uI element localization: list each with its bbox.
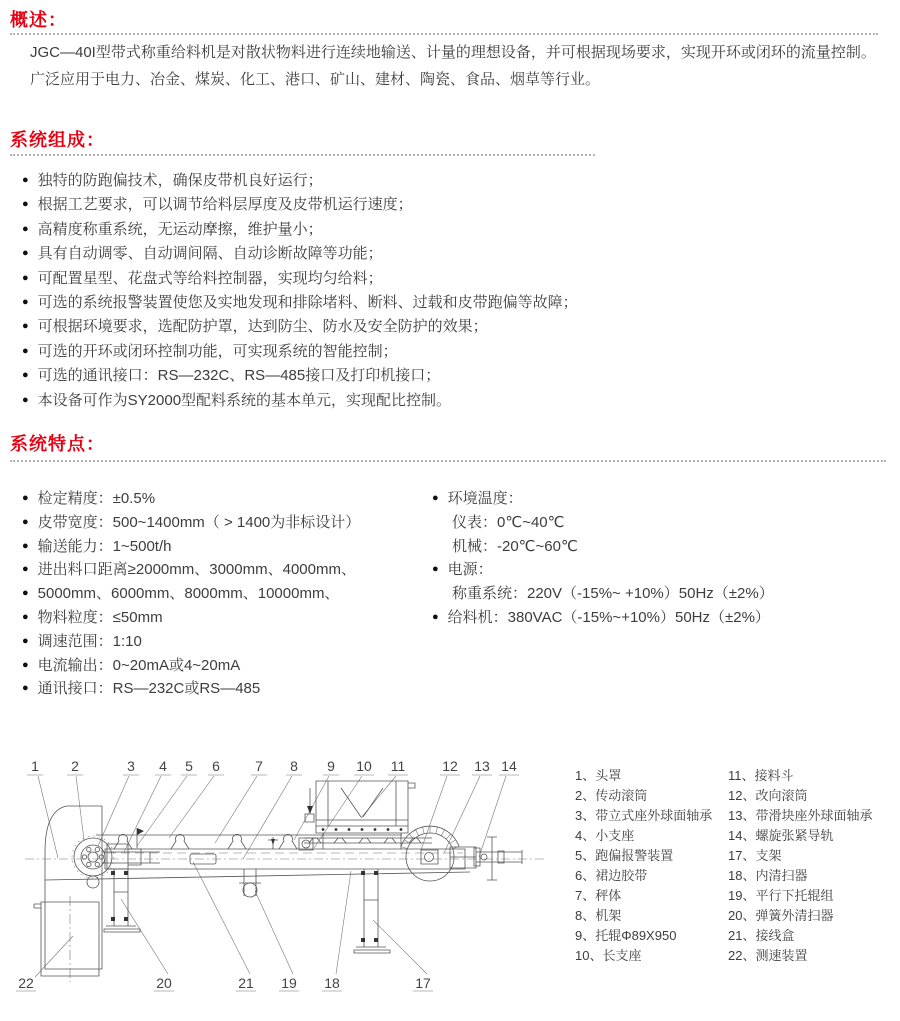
part-item: 5、跑偏报警装置	[575, 848, 674, 863]
callout-label: 9	[327, 758, 335, 774]
list-item: ● 独特的防跑偏技术，确保皮带机良好运行；	[22, 168, 578, 192]
machine-drawing-svg	[10, 750, 555, 1016]
divider-line	[10, 460, 886, 462]
callout-label: 13	[474, 758, 490, 774]
list-item: ● 可选的通讯接口：RS—232C、RS—485接口及打印机接口；	[22, 363, 578, 387]
head-cover	[45, 806, 102, 969]
leader-lines	[35, 776, 506, 977]
callout-label: 10	[356, 758, 372, 774]
drive-unit	[102, 828, 160, 869]
list-item: ● 可选的开环或闭环控制功能，可实现系统的智能控制；	[22, 339, 578, 363]
list-item: ● 具有自动调零、自动调间隔、自动诊断故障等功能；	[22, 241, 578, 265]
part-item: 4、小支座	[575, 828, 635, 843]
hanging-idler-bracket	[239, 869, 261, 897]
overview-line-1: JGC—40I型带式称重给料机是对散状物料进行连续地输送、计量的理想设备，并可根据现场要求，实现开环或闭环的流量控制。	[30, 44, 876, 61]
composition-list	[22, 168, 578, 412]
part-item: 6、裙边胶带	[575, 868, 648, 883]
spec-item: ● 电源：	[432, 558, 774, 582]
callout-label: 4	[159, 758, 167, 774]
list-item: ● 本设备可作为SY2000型配料系统的基本单元，实现配比控制。	[22, 388, 578, 412]
callout-label: 11	[390, 758, 406, 774]
spec-item: ● 物料粒度：≤50mm	[22, 606, 360, 630]
part-item: 19、平行下托辊组	[728, 888, 834, 903]
list-item: ● 根据工艺要求，可以调节给料层厚度及皮带机运行速度；	[22, 192, 578, 216]
callout-label: 17	[415, 975, 431, 991]
part-item: 2、传动滚筒	[575, 788, 648, 803]
part-item: 14、螺旋张紧导轨	[728, 828, 834, 843]
divider-line	[10, 154, 595, 156]
part-item: 1、头罩	[575, 768, 622, 783]
bottom-callout-labels	[18, 975, 431, 991]
part-item: 18、内清扫器	[728, 868, 808, 883]
part-item: 10、长支座	[575, 948, 642, 963]
right-support-legs	[354, 869, 390, 953]
part-item: 20、弹簧外清扫器	[728, 908, 834, 923]
callout-label: 1	[31, 758, 39, 774]
top-callout-labels	[31, 758, 517, 774]
spec-item: ● 皮带宽度：500~1400mm（ > 1400为非标设计）	[22, 511, 360, 535]
callout-label: 6	[212, 758, 220, 774]
callout-label: 2	[71, 758, 79, 774]
spec-item: ● 调速范围：1:10	[22, 630, 360, 654]
spec-item: ● 给料机：380VAC（-15%~+10%）50Hz（±2%）	[432, 606, 774, 630]
part-item: 8、机架	[575, 908, 622, 923]
features-heading: 系统特点：	[10, 434, 105, 454]
part-item: 7、秤体	[575, 888, 622, 903]
callout-label: 18	[324, 975, 340, 991]
callout-label: 19	[281, 975, 297, 991]
callout-label: 22	[18, 975, 34, 991]
part-item: 11、接料斗	[728, 768, 794, 783]
part-item: 3、带立式座外球面轴承	[575, 808, 713, 823]
overview-heading: 概述：	[10, 10, 67, 30]
parts-list-left	[575, 766, 712, 966]
composition-heading: 系统组成：	[10, 130, 105, 150]
spec-item: ● 电流输出：0~20mA或4~20mA	[22, 654, 360, 678]
callout-label: 5	[185, 758, 193, 774]
callout-label: 14	[501, 758, 517, 774]
spec-item: ● 输送能力：1~500t/h	[22, 535, 360, 559]
overview-line-2: 广泛应用于电力、冶金、煤炭、化工、港口、矿山、建材、陶瓷、食品、烟草等行业。	[30, 71, 601, 88]
parts-list-right	[728, 766, 872, 966]
divider-line	[10, 33, 878, 35]
callout-label: 7	[255, 758, 263, 774]
spec-item: ● 5000mm、6000mm、8000mm、10000mm、	[22, 582, 360, 606]
callout-label: 8	[290, 758, 298, 774]
list-item: ● 可配置星型、花盘式等给料控制器，实现均匀给料；	[22, 266, 578, 290]
features-right-column	[432, 487, 774, 630]
features-left-column	[22, 487, 360, 701]
callout-label: 21	[238, 975, 254, 991]
part-item: 21、接线盒	[728, 928, 795, 943]
spec-item: ● 通讯接口：RS—232C或RS—485	[22, 677, 360, 701]
part-item: 13、带滑块座外球面轴承	[728, 808, 873, 823]
list-item: ● 可选的系统报警装置使您及实地发现和排除堵料、断料、过载和皮带跑偏等故障；	[22, 290, 578, 314]
feed-hopper	[305, 781, 415, 849]
spec-item: ● 环境温度：	[432, 487, 774, 511]
callout-label: 20	[156, 975, 172, 991]
spec-subitem: 机械：-20℃~60℃	[452, 537, 578, 555]
callout-label: 12	[442, 758, 458, 774]
part-item: 12、改向滚筒	[728, 788, 808, 803]
list-item: ● 高精度称重系统，无运动摩擦，维护量小；	[22, 217, 578, 241]
part-item: 9、托辊Φ89X950	[575, 928, 677, 943]
spec-item: ● 检定精度：±0.5%	[22, 487, 360, 511]
part-item: 22、测速装置	[728, 948, 808, 963]
list-item: ● 可根据环境要求，选配防护罩，达到防尘、防水及安全防护的效果；	[22, 314, 578, 338]
part-item: 17、支架	[728, 848, 782, 863]
spec-item: ● 进出料口距离≥2000mm、3000mm、4000mm、	[22, 558, 360, 582]
callout-label: 3	[127, 758, 135, 774]
overview-paragraph	[30, 39, 880, 93]
spec-subitem: 称重系统：220V（-15%~ +10%）50Hz（±2%）	[452, 585, 774, 603]
spec-subitem: 仪表：0℃~40℃	[452, 513, 565, 531]
machine-diagram	[10, 750, 555, 1016]
